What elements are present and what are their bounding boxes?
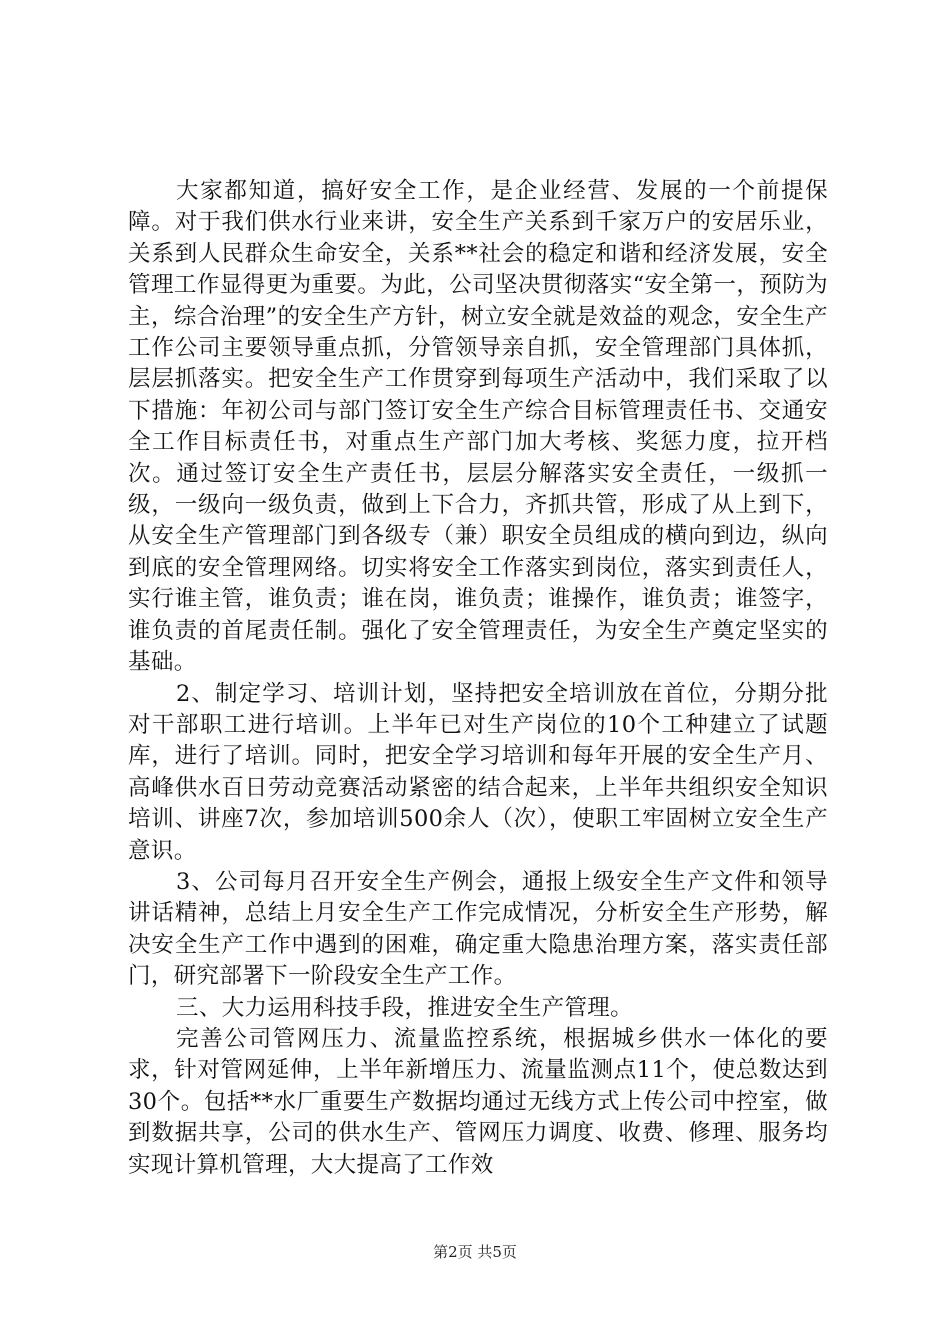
- document-body: [128, 176, 828, 1181]
- page-number-footer: 第2页 共5页: [433, 1243, 517, 1261]
- paragraph-safety-responsibility: 大家都知道，搞好安全工作，是企业经营、发展的一个前提保障。对于我们供水行业来讲，安全生产关系到千家万户的安居乐业，关系到人民群众生命安全，关系**社会的稳定和谐和经济发展，安全管理工作显得更为重要。为此，公司坚决贯彻落实“安全第一，预防为主，综合治理”的安全生产方针，树立安全就是效益的观念，安全生产工作公司主要领导重点抓，分管领导亲自抓，安全管理部门具体抓，层层抓落实。把安全生产工作贯穿到每项生产活动中，我们采取了以下措施：年初公司与部门签订安全生产综合目标管理责任书、交通安全工作目标责任书，对重点生产部门加大考核、奖惩力度，拉开档次。通过签订安全生产责任书，层层分解落实安全责任，一级抓一级，一级向一级负责，做到上下合力，齐抓共管，形成了从上到下，从安全生产管理部门到各级专（兼）职安全员组成的横向到边，纵向到底的安全管理网络。切实将安全工作落实到岗位，落实到责任人，实行谁主管，谁负责；谁在岗，谁负责；谁操作，谁负责；谁签字，谁负责的首尾责任制。强化了安全管理责任，为安全生产奠定坚实的基础。: [128, 178, 828, 676]
- paragraph-training-plan: 2、制定学习、培训计划，坚持把安全培训放在首位，分期分批对干部职工进行培训。上半年已对生产岗位的10个工种建立了试题库，进行了培训。同时，把安全学习培训和每年开展的安全生产月、高峰供水百日劳动竞赛活动紧密的结合起来，上半年共组织安全知识培训、讲座7次，参加培训500余人（次），使职工牢固树立安全生产意识。: [128, 680, 828, 864]
- paragraph-monitoring-system: 完善公司管网压力、流量监控系统，根据城乡供水一体化的要求，针对管网延伸，上半年新增压力、流量监测点11个，使总数达到30个。包括**水厂重要生产数据均通过无线方式上传公司中控室，做到数据共享，公司的供水生产、管网压力调度、收费、修理、服务均实现计算机管理，大大提高了工作效: [128, 1025, 828, 1178]
- section-heading-technology: 三、大力运用科技手段，推进安全生产管理。: [176, 994, 634, 1021]
- paragraph-monthly-meeting: 3、公司每月召开安全生产例会，通报上级安全生产文件和领导讲话精神，总结上月安全生产工作完成情况，分析安全生产形势，解决安全生产工作中遇到的困难，确定重大隐患治理方案，落实责任部门，研究部署下一阶段安全生产工作。: [128, 868, 828, 990]
